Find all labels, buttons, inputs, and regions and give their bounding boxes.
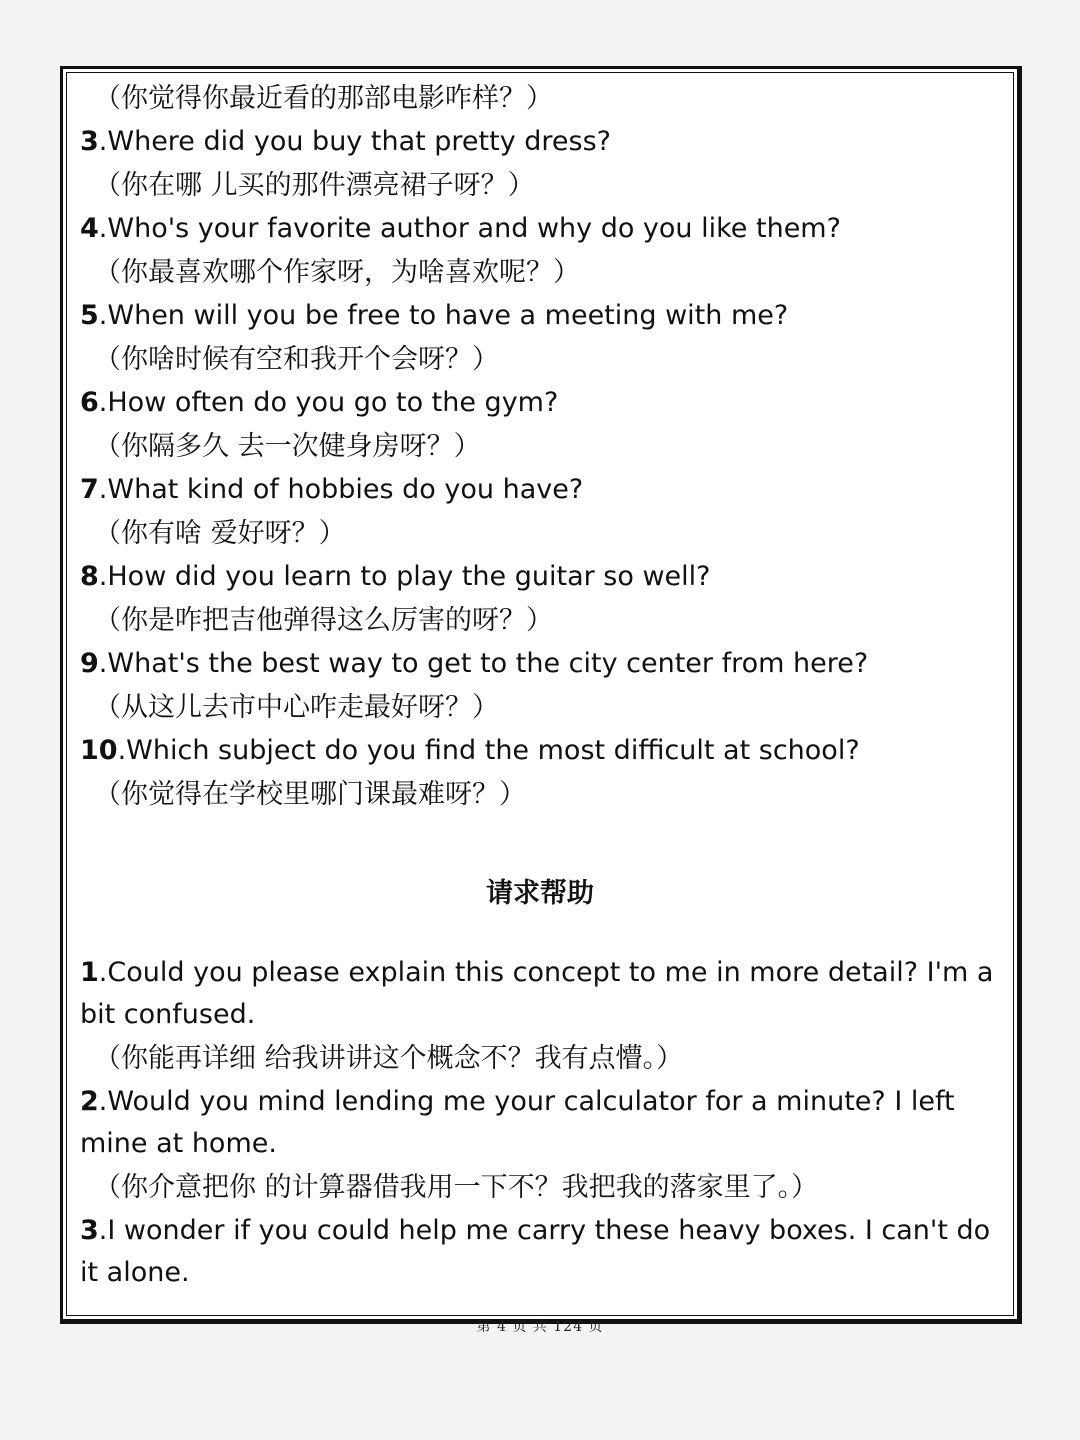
- zh-text: （你有啥 爱好呀？）: [94, 518, 346, 549]
- question-text: .How did you learn to play the guitar so well?: [98, 561, 711, 592]
- question-text: .Could you please explain this concept to me in more detail? I'm a bit confused.: [80, 957, 994, 1030]
- question-number: 7: [80, 474, 99, 505]
- request-2: [80, 1081, 1005, 1165]
- zh-translation: [80, 250, 1005, 295]
- page-footer: 第 4 页 共 124 页: [476, 1319, 604, 1335]
- zh-text: （你啥时候有空和我开个会呀？）: [94, 344, 499, 375]
- zh-text: （你在哪 儿买的那件漂亮裙子呀？）: [94, 170, 535, 201]
- zh-translation: [80, 772, 1005, 817]
- question-number: 9: [80, 648, 99, 679]
- question-number: 10: [80, 735, 118, 766]
- question-text: .Where did you buy that pretty dress?: [98, 126, 611, 157]
- question-number: 3: [80, 126, 99, 157]
- question-text: .Who's your favorite author and why do you like them?: [98, 213, 841, 244]
- question-5: [80, 295, 1005, 337]
- question-number: 6: [80, 387, 99, 418]
- zh-text: （你觉得在学校里哪门课最难呀？）: [94, 779, 526, 810]
- zh-text: （你隔多久 去一次健身房呀？）: [94, 431, 481, 462]
- question-text: .How often do you go to the gym?: [98, 387, 559, 418]
- zh-translation: [80, 337, 1005, 382]
- zh-translation: [80, 598, 1005, 643]
- question-3: [80, 121, 1005, 163]
- request-1: [80, 952, 1005, 1036]
- zh-translation: [80, 685, 1005, 730]
- zh-translation: [80, 76, 1005, 121]
- question-4: [80, 208, 1005, 250]
- question-text: .Would you mind lending me your calculator for a minute? I left mine at home.: [80, 1086, 955, 1159]
- question-number: 2: [80, 1086, 99, 1117]
- question-text: .Which subject do you find the most difficult at school?: [117, 735, 860, 766]
- question-number: 3: [80, 1215, 99, 1246]
- zh-translation: [80, 163, 1005, 208]
- question-text: .I wonder if you could help me carry these heavy boxes. I can't do it alone.: [80, 1215, 991, 1288]
- zh-translation: [80, 511, 1005, 556]
- question-8: [80, 556, 1005, 598]
- zh-translation: [80, 1165, 1005, 1210]
- zh-text: （你最喜欢哪个作家呀，为啥喜欢呢？）: [94, 257, 580, 288]
- document-content: [80, 76, 1005, 1294]
- question-7: [80, 469, 1005, 511]
- zh-text: （你觉得你最近看的那部电影咋样？）: [94, 83, 553, 114]
- section-heading: 请求帮助: [486, 878, 594, 909]
- question-text: .What's the best way to get to the city center from here?: [98, 648, 869, 679]
- question-9: [80, 643, 1005, 685]
- question-text: .When will you be free to have a meeting with me?: [98, 300, 789, 331]
- zh-text: （从这儿去市中心咋走最好呀？）: [94, 692, 499, 723]
- zh-text: （你是咋把吉他弹得这么厉害的呀？）: [94, 605, 553, 636]
- question-number: 1: [80, 957, 99, 988]
- zh-text: （你能再详细 给我讲讲这个概念不？我有点懵。）: [94, 1043, 684, 1074]
- zh-translation: [80, 1036, 1005, 1081]
- question-text: .What kind of hobbies do you have?: [98, 474, 584, 505]
- question-number: 8: [80, 561, 99, 592]
- request-3: [80, 1210, 1005, 1294]
- question-10: [80, 730, 1005, 772]
- zh-translation: [80, 424, 1005, 469]
- question-6: [80, 382, 1005, 424]
- question-number: 4: [80, 213, 99, 244]
- zh-text: （你介意把你 的计算器借我用一下不？我把我的落家里了。）: [94, 1172, 819, 1203]
- question-number: 5: [80, 300, 99, 331]
